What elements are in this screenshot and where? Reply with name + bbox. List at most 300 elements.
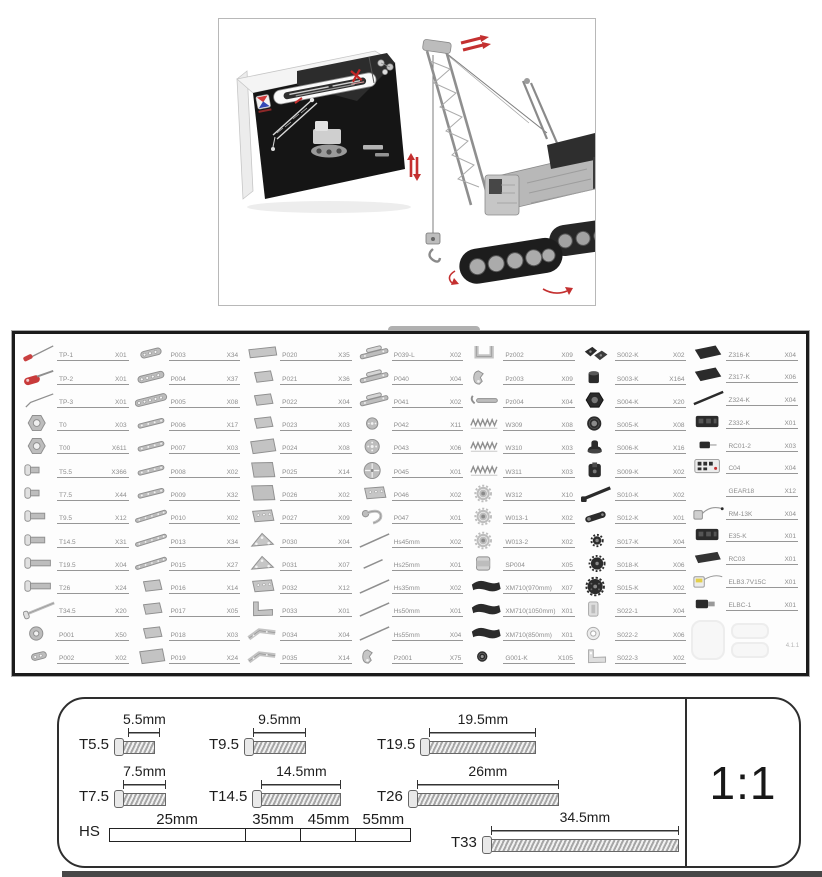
dimension [261,763,341,790]
part-cell [132,457,244,480]
part-qty: X05 [561,561,573,569]
parts-column [243,341,355,667]
part-cell [689,455,801,478]
part-qty: X20 [115,608,127,616]
part-cell [578,388,690,411]
dimension-line [261,780,341,789]
part-qty: X02 [561,515,573,523]
part-entry [280,422,352,431]
part-cell [578,574,690,597]
block-sm-dark-icon [692,434,726,455]
part-qty: X14 [226,585,239,593]
part-qty: X09 [561,375,573,383]
part-entry [503,376,575,385]
screw-graphic [252,763,341,808]
part-entry [57,422,129,431]
part-cell [355,341,467,364]
strip-long-icon [135,553,169,574]
part-qty: X75 [449,654,462,662]
part-code: W311 [505,468,522,476]
part-entry [392,399,464,408]
hexnut-icon [23,413,57,434]
part-entry [392,352,464,361]
part-entry [726,602,798,611]
battery-icon [692,570,726,591]
strip-long-icon [135,506,169,527]
hook-motion-arrow-icon [407,153,421,181]
part-cell [355,551,467,574]
part-code: S015-K [616,585,639,593]
part-qty: X34 [226,538,239,546]
part-qty: X50 [115,631,127,639]
part-cell [466,388,578,411]
part-entry [615,469,687,478]
part-cell [132,411,244,434]
part-cell [578,364,690,387]
screw-shank [124,741,155,754]
screw-graphic [482,809,679,854]
scale-screw-t9.5 [209,711,306,756]
part-qty: X01 [784,533,797,541]
disc-dark-sm-icon [469,646,503,667]
plate-wide-icon [246,343,280,364]
part-qty: X04 [784,465,797,473]
rod-icon [358,530,392,551]
plate-lg-icon [246,460,280,481]
part-cell [466,574,578,597]
strip-assembly-icon [358,390,392,411]
part-code: P017 [170,608,186,616]
part-entry [169,655,241,664]
plate-holes-icon [246,506,280,527]
screw-label: T19.5 [377,736,416,753]
bracket-light-icon [581,646,615,667]
part-entry [169,492,241,501]
part-qty: X04 [338,398,350,406]
panel-dark-icon [692,365,726,386]
part-entry [392,608,464,617]
bracket-long-icon [469,390,503,411]
part-entry [392,585,464,594]
part-code: T34.5 [59,608,76,616]
part-code: S022-2 [616,631,638,639]
part-qty: X01 [115,398,127,406]
part-code: Pz001 [393,654,413,662]
screw-label: T7.5 [79,788,110,805]
part-entry [726,556,798,565]
part-qty: X10 [561,491,573,499]
part-cell [689,477,801,500]
part-entry [615,399,687,408]
part-qty: X02 [226,468,239,476]
strip-assembly-icon [358,367,392,388]
part-qty: X20 [672,398,685,406]
part-qty: X01 [672,515,685,523]
link4-icon [135,367,169,388]
part-entry [280,399,352,408]
part-cell [355,504,467,527]
plate-sm-icon [246,413,280,434]
part-code: ELBC-1 [728,601,752,609]
dimension-label: 5.5mm [123,711,166,727]
part-entry [615,492,687,501]
part-cell [243,597,355,620]
part-qty: X08 [338,445,350,453]
part-code: G001-K [505,654,528,662]
part-qty: X05 [226,608,239,616]
part-entry [392,655,464,664]
part-cell [578,504,690,527]
part-qty: X02 [672,352,685,360]
screw-shank [254,741,306,754]
part-code: P006 [170,422,186,430]
part-code: P031 [282,561,298,569]
part-qty: X02 [338,491,350,499]
part-entry [615,585,687,594]
tool-driver-icon [23,343,57,364]
screw-drawing [252,790,341,808]
part-code: Pz004 [505,398,524,406]
part-code: Z324-K [728,397,750,405]
dimension-line [429,728,536,737]
part-qty: X34 [226,352,239,360]
part-cell [20,434,132,457]
part-code: P021 [282,375,298,383]
dimension-line [123,780,166,789]
bracket-sm-icon [469,367,503,388]
part-code: TP-3 [59,398,74,406]
part-qty: X08 [561,422,573,430]
part-code: T9.5 [59,515,73,523]
part-cell [578,341,690,364]
part-code: P008 [170,468,186,476]
part-entry [392,539,464,548]
part-qty: X02 [672,654,685,662]
part-code: Hs35mm [393,585,420,593]
screw-label: T14.5 [209,788,248,805]
product-figure [218,18,596,306]
part-cell [466,644,578,667]
crawler-crane-model-illustration [407,35,595,295]
spring-icon [469,413,503,434]
part-cell [466,481,578,504]
part-cell [689,500,801,523]
parts-inventory-panel [12,331,809,676]
part-qty: X44 [115,491,127,499]
part-qty: X01 [449,468,462,476]
part-cell [243,574,355,597]
rod-s-icon [358,553,392,574]
rod-icon [358,599,392,620]
part-entry [280,655,352,664]
part-qty: X04 [338,631,350,639]
part-cell [20,341,132,364]
part-qty: X36 [338,375,350,383]
part-cell [243,388,355,411]
part-code: P020 [282,352,298,360]
ring-dark-icon [581,413,615,434]
bracket-u-icon [469,343,503,364]
part-entry [726,579,798,588]
drive-arrow-icon [543,289,567,293]
part-code: T5.5 [59,468,73,476]
plate-lg-icon [246,483,280,504]
part-cell [355,457,467,480]
part-qty: X01 [561,631,573,639]
part-cell [20,527,132,550]
part-entry [392,376,464,385]
crawler-track-near [457,235,565,286]
spool-icon [469,553,503,574]
strip-icon [135,413,169,434]
part-cell [20,457,132,480]
part-code: P032 [282,585,298,593]
part-cell [243,620,355,643]
hub-icon [469,483,503,504]
part-entry [280,445,352,454]
part-cell [243,364,355,387]
dimension-line [253,728,306,737]
strip-icon [135,436,169,457]
screw-l-icon [23,576,57,597]
part-cell [355,574,467,597]
part-cell [466,597,578,620]
part-qty: X02 [449,585,462,593]
part-entry [57,376,129,385]
bracket-angle-icon [246,646,280,667]
part-cell [355,388,467,411]
part-entry [503,492,575,501]
part-qty: X04 [672,538,685,546]
part-cell [132,388,244,411]
part-entry [503,445,575,454]
track-black-icon [469,623,503,644]
dimension [491,809,679,836]
screw-head [408,790,418,808]
screw-drawing [408,790,559,808]
screw-shank [430,741,536,754]
part-cell [355,644,467,667]
part-qty: X04 [338,538,350,546]
strip-icon [135,483,169,504]
part-entry [169,399,241,408]
part-qty: X06 [672,561,685,569]
screw-drawing [114,738,166,756]
part-cell [243,644,355,667]
screw-head [482,836,492,854]
scale-hs-ruler [79,811,411,842]
part-cell [689,523,801,546]
part-code: T14.5 [59,538,76,546]
part-code: E35-K [728,533,747,541]
part-qty: X17 [226,422,239,430]
part-qty: X27 [226,561,239,569]
part-code: RM-13K [728,510,753,518]
part-code: Hs55mm [393,631,420,639]
part-entry [280,352,352,361]
plate-sm-icon [246,367,280,388]
part-cell [689,364,801,387]
screw-head [114,738,124,756]
part-code: P022 [282,398,298,406]
part-qty: X32 [226,491,239,499]
part-qty: X11 [450,422,462,430]
hub-icon [469,530,503,551]
tool-wrench-red-icon [23,367,57,388]
hs-bar [109,828,411,842]
part-cell [466,527,578,550]
part-code: W312 [505,491,523,499]
part-entry [392,422,464,431]
product-figure-art [219,19,595,305]
screw-label: T26 [377,788,403,805]
part-cell [466,434,578,457]
part-entry [503,469,575,478]
part-code: S018-K [616,561,639,569]
boom-motion-arrow-icon [461,35,491,50]
part-entry [169,632,241,641]
part-code: P045 [393,468,409,476]
part-entry [57,352,129,361]
part-code: W309 [505,422,523,430]
part-qty: X16 [672,445,685,453]
parts-column [578,341,690,667]
part-entry [280,376,352,385]
scale-screw-t5.5 [79,711,166,756]
part-qty: X35 [338,352,350,360]
screw-shank [492,839,679,852]
part-code: T26 [59,585,71,593]
part-qty: X08 [226,398,239,406]
part-qty: X09 [561,352,573,360]
part-cell [132,551,244,574]
part-entry [503,655,575,664]
part-code: Z316-K [728,351,750,359]
hs-graphic [109,811,411,842]
hs-mark-label: 25mm [156,811,198,828]
spring-icon [469,460,503,481]
dimension [123,711,166,738]
part-code: S022-3 [616,654,638,662]
screw-graphic [114,711,166,756]
screw-shank [418,793,559,806]
hexnut-dark-icon [581,390,615,411]
part-qty: X01 [115,375,127,383]
part-qty: X03 [561,468,573,476]
part-qty: X02 [449,491,462,499]
screw-m-icon [23,530,57,551]
screw-graphic [408,763,559,808]
part-entry [57,469,129,478]
scale-reference-panel [57,697,801,868]
part-qty: X611 [111,445,127,453]
part-cell [466,504,578,527]
part-qty: X02 [449,538,462,546]
part-code: Pz002 [505,352,524,360]
part-code: P026 [282,491,298,499]
part-entry [726,511,798,520]
part-code: W013-1 [505,515,529,523]
part-code: P035 [282,654,298,662]
part-code: S017-K [616,538,639,546]
rod-dark-icon [692,388,726,409]
part-cell [243,504,355,527]
part-code: T0 [59,422,67,430]
part-entry [503,585,575,594]
part-code: S003-K [616,375,639,383]
part-qty: X03 [226,445,239,453]
part-qty: X04 [561,398,573,406]
part-qty: X02 [115,654,127,662]
rod-icon [358,623,392,644]
part-qty: X02 [672,585,685,593]
rod-icon [358,576,392,597]
part-code: P003 [170,352,186,360]
part-qty: X06 [672,631,685,639]
screw-head [420,738,430,756]
scale-ratio-label: 1:1 [685,699,799,866]
part-entry [392,492,464,501]
part-cell [689,386,801,409]
part-entry [57,562,129,571]
part-qty: X164 [669,375,685,383]
parts-column [689,341,801,667]
hs-label: HS [79,823,100,840]
part-qty: X01 [115,352,127,360]
part-entry [57,608,129,617]
part-qty: X01 [784,578,797,586]
part-qty: X01 [338,608,350,616]
part-code: Pz003 [505,375,524,383]
part-code: Z332-K [728,419,750,427]
part-qty: X03 [784,442,797,450]
part-qty: X01 [784,601,797,609]
part-qty: X09 [338,515,350,523]
part-cell [689,545,801,568]
part-qty: X08 [672,422,685,430]
part-entry [169,585,241,594]
part-code: TP-2 [59,375,74,383]
part-code: XM710(970mm) [505,585,552,593]
screw-label: T9.5 [209,736,240,753]
cluster-dark-icon [581,343,615,364]
part-code: P001 [59,631,75,639]
part-cell [132,574,244,597]
part-cell [20,388,132,411]
screw-label: T5.5 [79,736,110,753]
part-entry [57,655,129,664]
part-cell [243,527,355,550]
screw-shank [262,793,341,806]
part-entry [280,539,352,548]
panel-dark-icon [692,343,726,364]
hs-mark-label: 35mm [252,811,294,828]
part-code: P018 [170,631,186,639]
part-code: P009 [170,491,186,499]
screw-xl-icon [23,599,57,620]
part-entry [503,515,575,524]
plate-holes-icon [358,483,392,504]
part-cell [20,504,132,527]
part-entry [726,352,798,361]
dimension-label: 26mm [468,763,508,779]
hub-icon [469,506,503,527]
bracket-angle-icon [246,623,280,644]
part-entry [615,655,687,664]
part-code: P010 [170,515,186,523]
part-code: XM710(1050mm) [505,608,556,616]
part-code: S009-K [616,468,639,476]
